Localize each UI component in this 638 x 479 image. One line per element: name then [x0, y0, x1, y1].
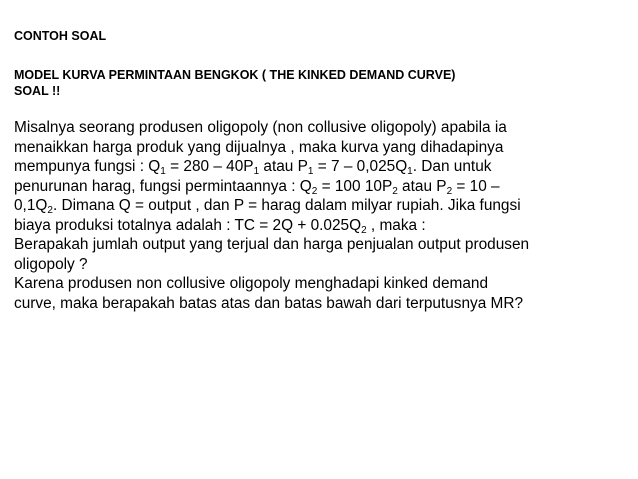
- problem-line: oligopoly ?: [14, 255, 88, 273]
- problem-line: [14, 216, 630, 236]
- text-run: . Dan untuk: [412, 158, 492, 175]
- section-title: CONTOH SOAL: [14, 29, 107, 43]
- problem-line: [14, 177, 630, 197]
- text-run: = 7 – 0,025Q: [313, 158, 408, 175]
- subscript: 1: [253, 166, 260, 177]
- problem-text: [14, 118, 630, 313]
- text-run: biaya produksi totalnya adalah : TC = 2Q + 0.025Q: [14, 216, 362, 234]
- text-run: 0,1Q: [14, 197, 48, 214]
- problem-line: Berapakah jumlah output yang terjual dan harga penjualan output produsen: [14, 236, 530, 253]
- topic-title: MODEL KURVA PERMINTAAN BENGKOK ( THE KINKED DEMAND CURVE): [14, 68, 456, 82]
- problem-line: Karena produsen non collusive oligopoly menghadapi kinked demand: [14, 275, 489, 292]
- text-run: = 100 10P: [317, 177, 393, 195]
- text-run: atau P: [259, 158, 308, 175]
- subscript: 1: [307, 166, 314, 177]
- problem-line: curve, maka berapakah batas atas dan batas bawah dari terputusnya MR?: [14, 294, 524, 312]
- subscript: 2: [361, 224, 367, 236]
- problem-line: menaikkan harga produk yang dijualnya , maka kurva yang dihadapinya: [14, 138, 504, 156]
- text-run: mempunya fungsi : Q: [14, 158, 161, 175]
- text-run: , maka :: [366, 216, 426, 234]
- text-run: atau P: [397, 177, 447, 195]
- subscript: 2: [392, 185, 398, 197]
- problem-label: SOAL !!: [14, 84, 61, 98]
- subscript: 2: [446, 185, 453, 197]
- text-run: . Dimana Q = output , dan P = harag dalam milyar rupiah. Jika fungsi: [52, 197, 521, 214]
- text-run: = 280 – 40P: [165, 158, 254, 175]
- text-run: = 10 –: [452, 177, 500, 195]
- problem-line: [14, 157, 630, 177]
- subscript: 2: [47, 205, 53, 216]
- subscript: 2: [311, 185, 318, 197]
- text-run: penurunan harag, fungsi permintaannya : Q: [14, 177, 312, 195]
- subscript: 1: [160, 166, 166, 177]
- subscript: 1: [407, 166, 413, 177]
- problem-line: Misalnya seorang produsen oligopoly (non collusive oligopoly) apabila ia: [14, 119, 507, 136]
- problem-line: [14, 196, 630, 216]
